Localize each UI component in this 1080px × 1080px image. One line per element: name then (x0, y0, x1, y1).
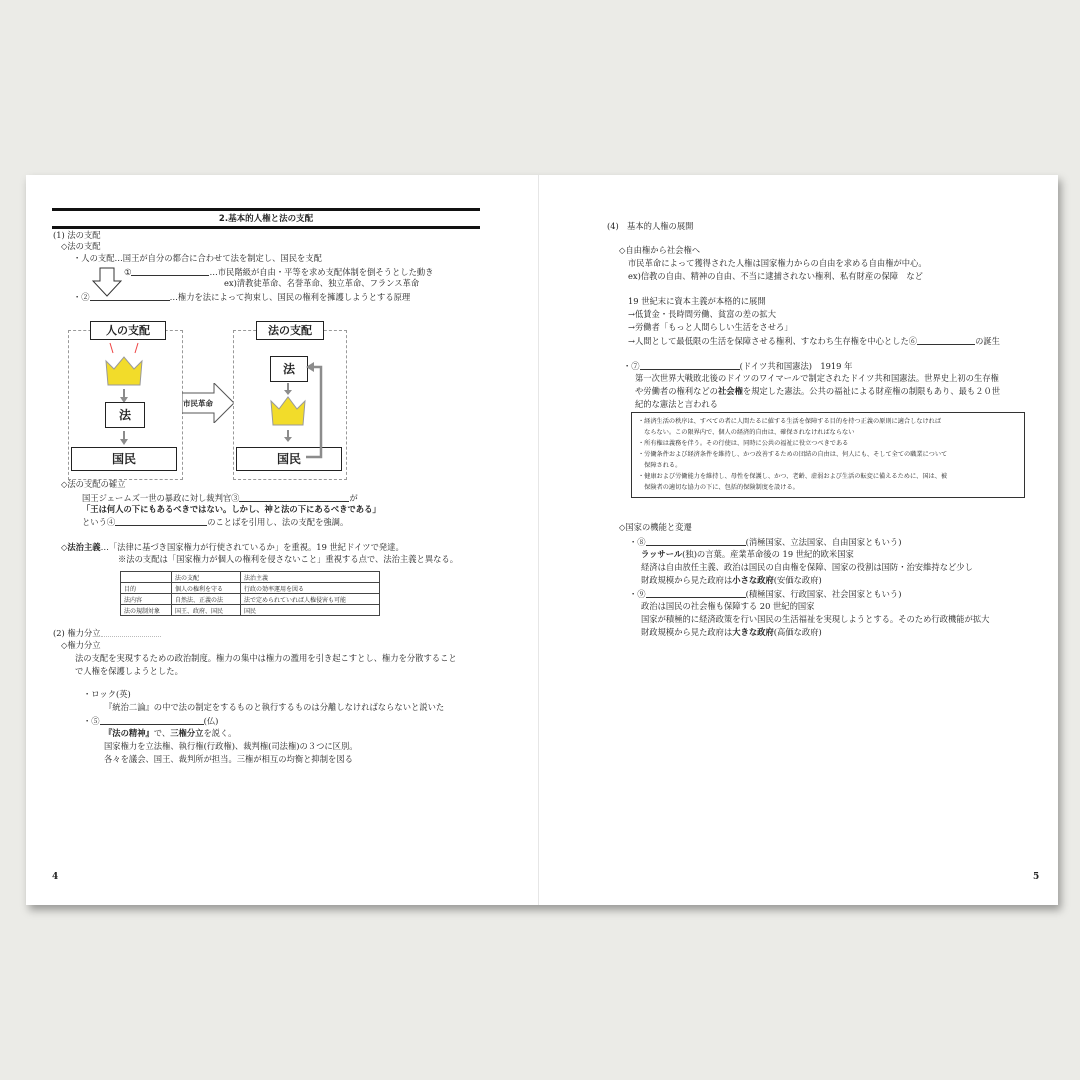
text-line (641, 575, 822, 586)
text-segment: 財政規模から見た政府は (641, 627, 733, 637)
text-line: 各々を議会、国王、裁判所が担当。三権が相互の均衡と抑制を図る (104, 754, 353, 764)
text-line (82, 516, 348, 528)
table-cell: 国民 (241, 605, 380, 616)
table-header-row (121, 572, 380, 583)
book-title: 『法の精神』 (104, 728, 154, 738)
text-segment: や労働者の権利などの (635, 386, 718, 396)
text-segment: 財政規模から見た政府は (641, 575, 733, 585)
rule-of-man-title: 人の支配 (90, 321, 166, 340)
table-row (121, 594, 380, 605)
subsection-heading: ◇国家の機能と変遷 (619, 522, 692, 532)
quote-line: ならない。この限界内で、個人の経済的自由は、確保されなければならない (638, 429, 855, 436)
right-page (539, 175, 1058, 905)
section-heading (53, 627, 161, 639)
subsection-heading: ◇法の支配の確立 (61, 479, 126, 489)
quote-line: ・経済生活の秩序は、すべての者に人間たるに値する生活を保障する目的を持つ正義の原則に適合しなければ (638, 418, 942, 425)
table-cell: 法で定められていれば人権侵害も可能 (241, 594, 380, 605)
text-line-tail: (消極国家、立法国家、自由国家ともいう) (745, 537, 902, 547)
subsection-heading: ◇権力分立 (61, 640, 101, 650)
left-page (26, 175, 538, 905)
open-booklet (26, 175, 1058, 905)
title-rule-top (52, 208, 480, 211)
coke-quote: 「王は何人の下にもあるべきではない。しかし、神と法の下にあるべきである」 (82, 504, 381, 514)
text-line-tail: (積極国家、行政国家、社会国家ともいう) (745, 589, 902, 599)
text-line: で人権を保護しようとした。 (75, 666, 183, 676)
keyword: 小さな政府 (732, 575, 774, 585)
text-line: 紀的な憲法と言われる (635, 399, 718, 409)
answer-blank[interactable] (646, 588, 746, 598)
quote-line: ・所有権は義務を伴う。その行使は、同時に公共の福祉に役立つべきである (638, 440, 849, 447)
quote-line: ・健康および労働能力を維持し、母性を保護し、かつ、老齢、虚弱および生活の転変に備えるために、国は、被 (638, 473, 948, 480)
dotted-rule (101, 627, 161, 637)
subsection-heading: ◇法の支配 (61, 241, 101, 251)
text-line: 19 世紀末に資本主義が本格的に展開 (628, 296, 766, 306)
down-arrow-icon (120, 431, 128, 445)
table-cell: 個人の権利を守る (172, 583, 241, 594)
table-cell: 行政の効率運用を図る (241, 583, 380, 594)
quote-line: ・労働条件および経済条件を維持し、かつ改善するための団結の自由は、何人にも、そして全ての職業について (638, 451, 948, 458)
text-segment: (高価な政府) (773, 627, 822, 637)
text-line-tail: …権力を法によって拘束し、国民の権利を擁護しようとする原理 (169, 292, 411, 302)
section-heading: (1) 法の支配 (53, 230, 101, 240)
text-line-head: →人間として最低限の生活を保障させる権利、すなわち生存権を中心とした⑥ (628, 336, 918, 346)
answer-blank[interactable] (917, 335, 975, 345)
quote-line: 保障される。 (638, 462, 682, 469)
text-line: 経済は自由放任主義、政治は国民の自由権を保障、国家の役割は国防・治安維持など少し (641, 562, 973, 572)
revolution-label: 市民革命 (183, 399, 213, 408)
table-cell: 目的 (121, 583, 172, 594)
crown-icon (102, 341, 146, 387)
text-line: 国家権力を立法権、執行権(行政権)、裁判権(司法権)の３つに区別。 (104, 741, 358, 751)
text-line: 法の支配を実現するための政治制度。権力の集中は権力の濫用を引き起こすとし、権力を分散すること (75, 653, 457, 663)
down-arrow-icon (284, 430, 292, 442)
legal-head: ◇法治主義 (61, 542, 101, 552)
text-line: 政治は国民の社会権も保障する 20 世紀的国家 (641, 601, 815, 611)
text-line (635, 386, 1000, 397)
text-line (104, 728, 236, 739)
text-line (61, 542, 404, 553)
blank-marker: ・⑦ (623, 361, 640, 371)
text-segment: を説く。 (203, 728, 237, 738)
table-cell: 法内容 (121, 594, 172, 605)
table-cell (121, 572, 172, 583)
legal-text: …「法律に基づき国家権力が行使されているか」を重視。19 世紀ドイツで発達。 (100, 542, 404, 552)
comparison-table (120, 571, 380, 616)
text-segment: (独)の言葉。産業革命後の 19 世紀的欧米国家 (682, 549, 854, 559)
text-line (629, 536, 901, 548)
table-row (121, 605, 380, 616)
keyword: 社会権 (717, 386, 743, 396)
text-line (628, 335, 1000, 347)
law-box: 法 (270, 356, 308, 382)
text-segment: を規定した憲法。公共の福祉による財産権の制限もあり、最も２０世 (742, 386, 1001, 396)
text-line: 第一次世界大戦敗北後のドイツのワイマールで制定されたドイツ共和国憲法。世界史上初の生存権 (635, 373, 999, 383)
section-heading: (4) 基本的人権の展開 (607, 221, 694, 231)
subsection-heading: ◇自由権から社会権へ (619, 245, 701, 255)
feedback-arrow-icon (306, 361, 328, 461)
keyword: ラッサール (641, 549, 683, 559)
down-arrow-icon (284, 383, 292, 395)
text-line-tail: が (349, 493, 358, 503)
page-number: 5 (1033, 872, 1040, 882)
rule-of-law-title: 法の支配 (256, 321, 324, 340)
blank-marker: ・⑧ (629, 537, 646, 547)
answer-blank[interactable] (115, 516, 207, 526)
down-arrow-icon (120, 389, 128, 403)
table-row (121, 583, 380, 594)
text-line (641, 549, 854, 560)
text-line: 国家が積極的に経済政策を行い国民の生活福祉を実現しようとする。そのため行政機能が拡大 (641, 614, 990, 624)
page-title: 2.基本的人権と法の支配 (218, 214, 314, 224)
answer-blank[interactable] (131, 266, 209, 276)
title-rule-bottom (52, 226, 480, 229)
table-cell: 国王、政府、国民 (172, 605, 241, 616)
text-line-tail: の誕生 (975, 336, 1000, 346)
crown-icon (269, 395, 307, 427)
text-line: ・ロック(英) (83, 689, 131, 699)
law-box: 法 (105, 402, 145, 428)
table-cell: 法治主義 (241, 572, 380, 583)
people-box: 国民 (236, 447, 342, 471)
text-line-head: 国王ジェームズ一世の暴政に対し裁判官③ (82, 493, 240, 503)
text-line-tail: …市民階級が自由・平等を求め支配体制を倒そうとした動き (209, 267, 434, 277)
table-cell: 自然法、正義の法 (172, 594, 241, 605)
blank-marker: ・② (73, 292, 90, 302)
text-line (629, 588, 901, 600)
text-line (82, 492, 358, 504)
answer-blank[interactable] (100, 715, 204, 725)
text-line: ex)清教徒革命、名誉革命、独立革命、フランス革命 (224, 278, 420, 288)
text-line-tail: のことばを引用し、法の支配を強調。 (207, 517, 349, 527)
people-box: 国民 (71, 447, 177, 471)
text-line: 市民革命によって獲得された人権は国家権力からの自由を求める自由権が中心。 (628, 258, 927, 268)
blank-marker: ① (124, 267, 132, 277)
text-line: ・人の支配…国王が自分の都合に合わせて法を制定し、国民を支配 (73, 253, 322, 263)
text-line (83, 715, 218, 727)
text-line-tail: (仏) (203, 716, 219, 726)
text-line-tail: (ドイツ共和国憲法) 1919 年 (739, 361, 853, 371)
keyword: 大きな政府 (732, 627, 774, 637)
text-line (641, 627, 822, 638)
text-line: ex)信教の自由、精神の自由、不当に逮捕されない権利、私有財産の保障 など (628, 271, 923, 281)
answer-blank[interactable] (90, 291, 170, 301)
text-segment: (安価な政府) (773, 575, 822, 585)
quote-line: 保険者の適切な協力の下に、包括的保険制度を設ける。 (638, 484, 799, 491)
text-line: 『統治二論』の中で法の制定をするものと執行するものは分離しなければならないと説いた (104, 702, 445, 712)
answer-blank[interactable] (640, 360, 740, 370)
text-line: →低賃金・長時間労働、貧富の差の拡大 (628, 309, 777, 319)
constitution-quote-box (631, 412, 1025, 498)
text-line (73, 291, 410, 303)
table-cell: 法の規制対象 (121, 605, 172, 616)
text-line (124, 266, 433, 278)
section-heading-text: (2) 権力分立 (53, 628, 101, 638)
text-line-head: という④ (82, 517, 116, 527)
answer-blank[interactable] (239, 492, 349, 502)
blank-marker: ・⑨ (629, 589, 646, 599)
table-cell: 法の支配 (172, 572, 241, 583)
answer-blank[interactable] (646, 536, 746, 546)
text-line (623, 360, 852, 372)
legal-note: ※法の支配は「国家権力が個人の権利を侵さないこと」重視する点で、法治主義と異なる。 (118, 554, 459, 564)
keyword: 三権分立 (170, 728, 204, 738)
page-number: 4 (52, 872, 59, 882)
blank-marker: ・⑤ (83, 716, 100, 726)
text-segment: で、 (153, 728, 171, 738)
text-line: →労働者「もっと人間らしい生活をさせろ」 (628, 322, 793, 332)
